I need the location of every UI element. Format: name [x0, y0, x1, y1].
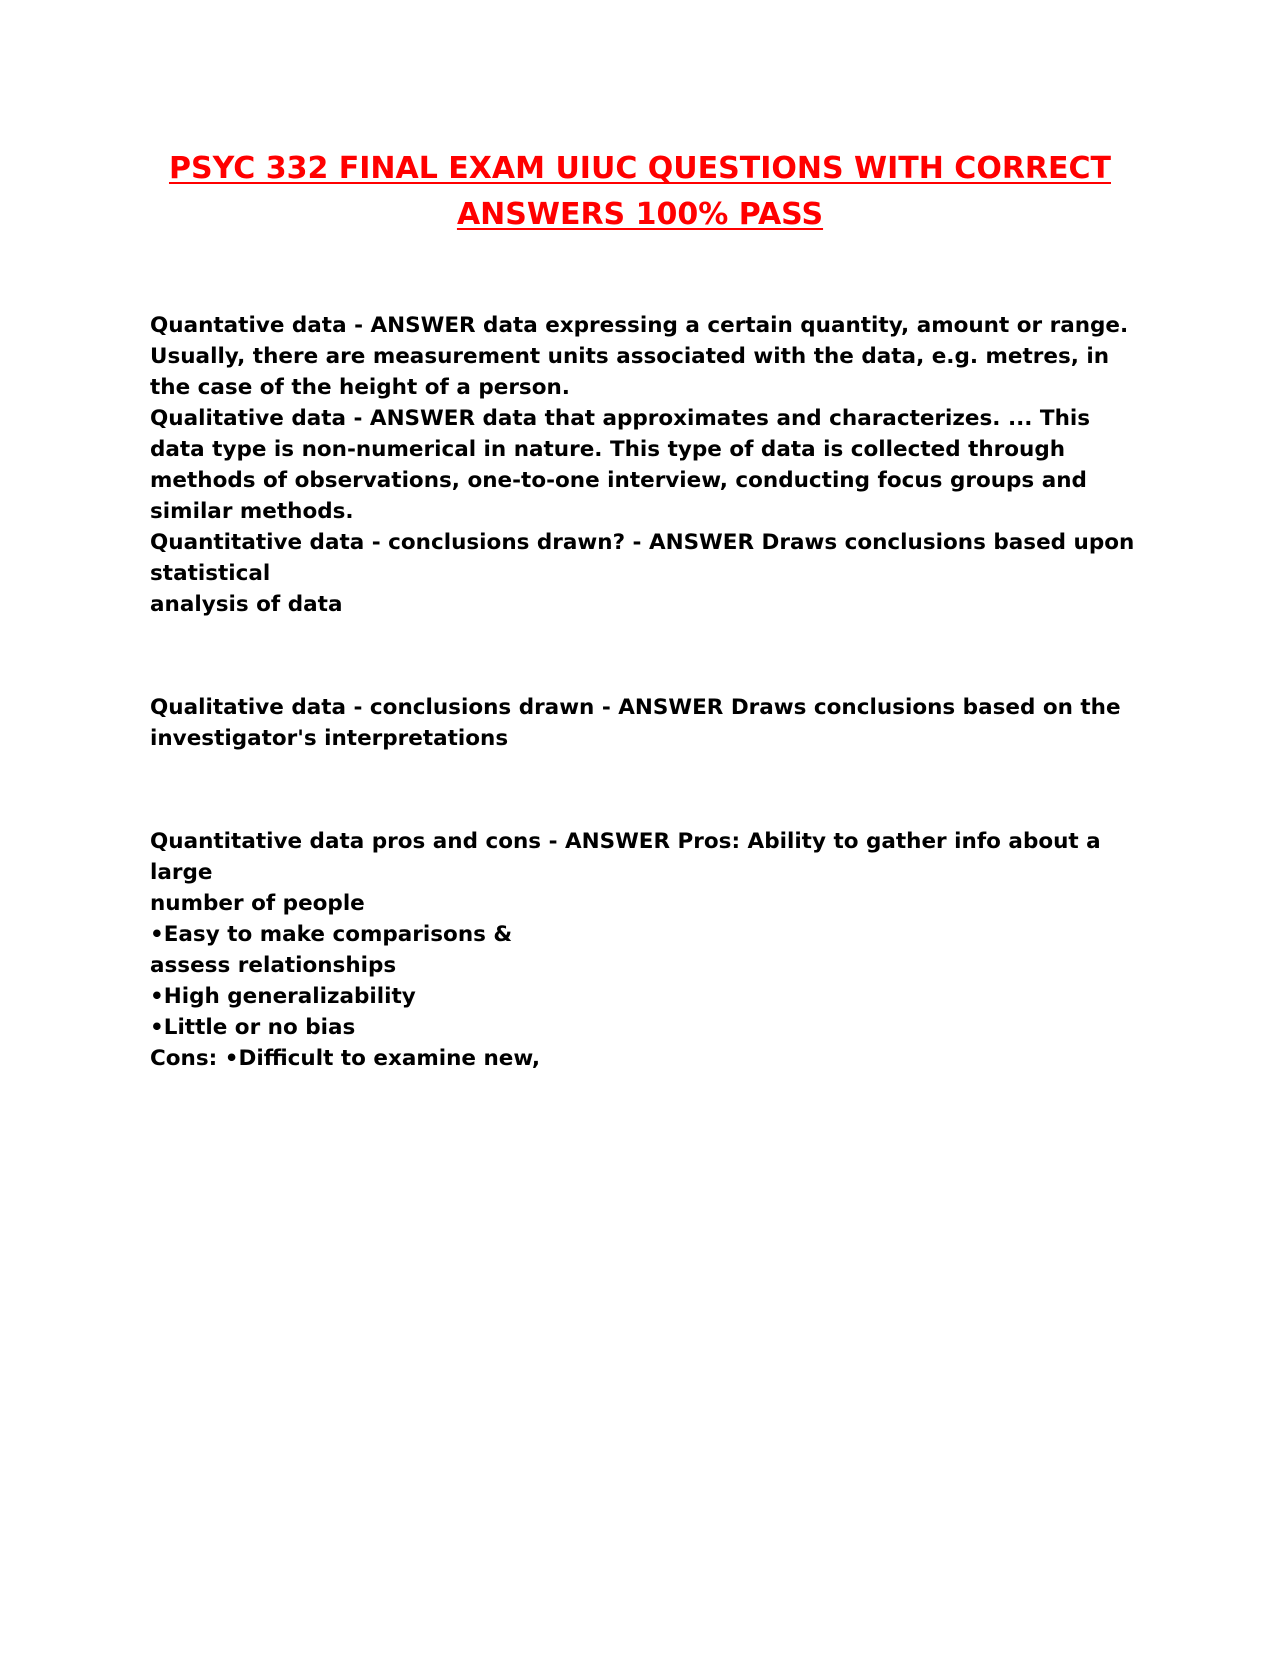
pros-line: •High generalizability — [150, 984, 416, 1009]
pros-line: •Little or no bias — [150, 1015, 356, 1040]
qa-entry-text: Quantitative data - conclusions drawn? - ANSWER Draws conclusions based upon statistical — [150, 530, 1135, 586]
qa-entry-continuation: investigator's interpretations — [150, 726, 509, 751]
qa-entry-qualitative-data: Qualitative data - ANSWER data that approximates and characterizes. ... This data type is non-numerical in nature. This type of data is collected through methods of observations, one-to-one interview, conducting focus groups and similar methods. — [150, 406, 1091, 524]
pros-line: assess relationships — [150, 953, 397, 978]
document-title: PSYC 332 FINAL EXAM UIUC QUESTIONS WITH CORRECT ANSWERS 100% PASS — [168, 151, 1111, 232]
qa-entry-pros-cons — [150, 826, 1140, 1074]
qa-entry-quantative-data: Quantative data - ANSWER data expressing a certain quantity, amount or range. Usually, there are measurement units associated with the data, e.g. metres, in the case of the height of a person. — [150, 313, 1129, 400]
cons-line: Cons: •Difficult to examine new, — [150, 1046, 541, 1071]
qa-entry-continuation: analysis of data — [150, 592, 343, 617]
qa-entry-qualitative-conclusions — [150, 692, 1140, 754]
qa-entry-text: Quantitative data pros and cons - ANSWER Pros: Ability to gather info about a large — [150, 829, 1101, 885]
qa-entry-text: Qualitative data - conclusions drawn - ANSWER Draws conclusions based on the — [150, 695, 1121, 720]
qa-entry-quantitative-conclusions — [150, 527, 1140, 620]
document-body — [150, 310, 1140, 1074]
pros-line: •Easy to make comparisons & — [150, 922, 513, 947]
pros-line: number of people — [150, 891, 365, 916]
